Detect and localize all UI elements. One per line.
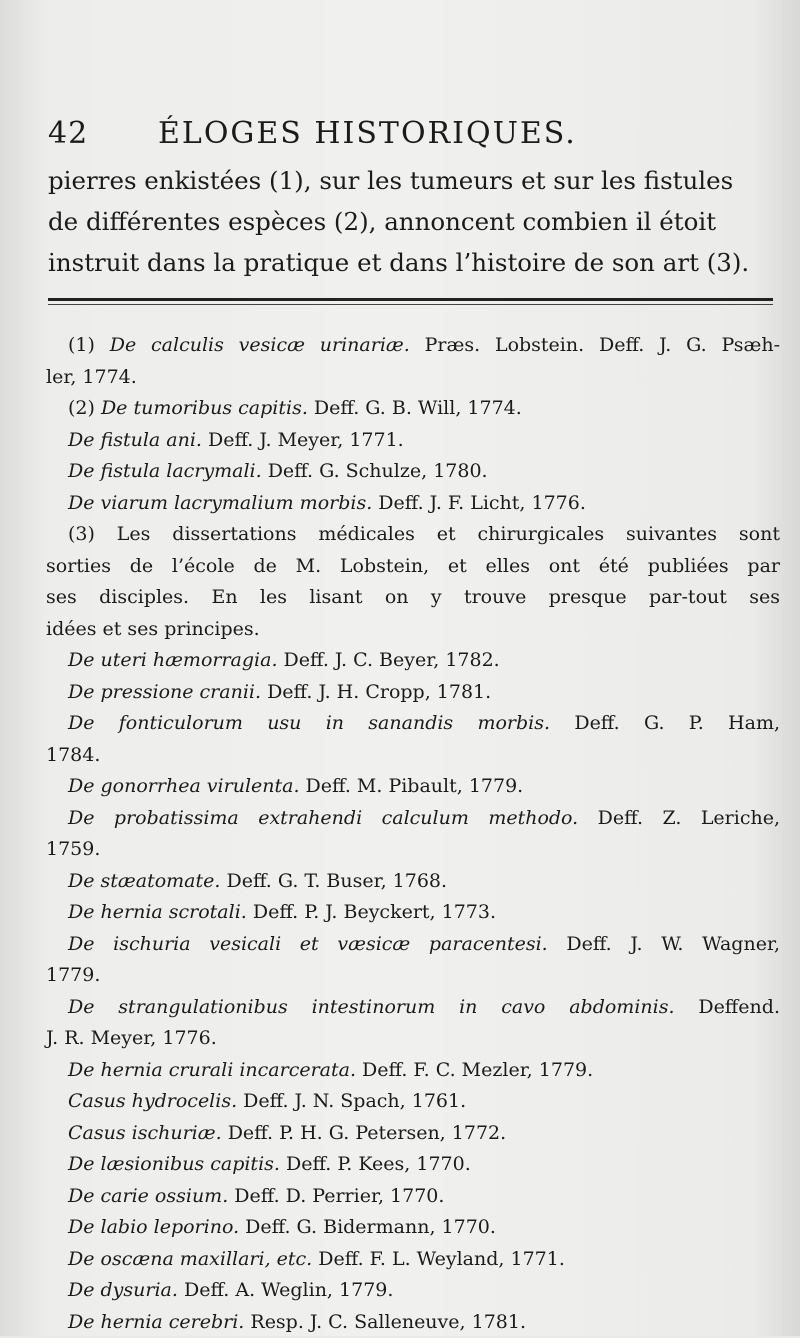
footnote-line [46, 645, 780, 677]
running-header [48, 116, 788, 151]
footnote-line [46, 960, 780, 992]
footnote-line [46, 488, 780, 520]
footnote-text: Deff. J. C. Beyer, 1782. [277, 649, 499, 671]
dissertation-title: De hernia crurali incarcerata. [68, 1059, 356, 1081]
footnote-line [46, 614, 780, 646]
footnote-line [46, 1275, 780, 1307]
footnote-text: 1779. [46, 964, 100, 986]
footnote-text: Deff. J. N. Spach, 1761. [237, 1090, 466, 1112]
body-line: pierres enkistées (1), sur les tumeurs et sur les fistules [48, 160, 778, 201]
dissertation-title: Casus ischuriæ. [68, 1122, 222, 1144]
page-title: ÉLOGES HISTORIQUES. [158, 116, 577, 151]
dissertation-title: Casus hydrocelis. [68, 1090, 237, 1112]
footnote-line [46, 834, 780, 866]
page-number: 42 [48, 116, 158, 151]
dissertation-title: De fonticulorum usu in sanandis morbis. [68, 712, 550, 734]
dissertation-title: De pressione cranii. [68, 681, 261, 703]
footnote-marker: (3) [68, 523, 117, 545]
footnote-text: ses disciples. En les lisant on y trouve presque par-tout ses [46, 586, 780, 608]
footnote-text: Les dissertations médicales et chirurgicales suivantes sont [117, 523, 780, 545]
body-line: instruit dans la pratique et dans l’histoire de son art (3). [48, 242, 778, 283]
dissertation-title: De labio leporino. [68, 1216, 239, 1238]
footnote-text: Deff. P. H. G. Petersen, 1772. [222, 1122, 507, 1144]
footnote-line [46, 456, 780, 488]
footnote-text: Deffend. [675, 996, 781, 1018]
dissertation-title: De ischuria vesicali et væsicæ paracentesi. [68, 933, 548, 955]
footnote-text: Deff. A. Weglin, 1779. [178, 1279, 393, 1301]
footnote-text: Deff. J. H. Cropp, 1781. [261, 681, 491, 703]
footnote-line [46, 362, 780, 394]
dissertation-title: De dysuria. [68, 1279, 178, 1301]
footnote-line [46, 771, 780, 803]
footnote-line [46, 1181, 780, 1213]
footnote-line [46, 519, 780, 551]
footnote-marker: (2) [68, 397, 101, 419]
dissertation-title: De tumoribus capitis. [101, 397, 308, 419]
footnote-line [46, 740, 780, 772]
footnote-line [46, 582, 780, 614]
footnote-line [46, 677, 780, 709]
footnote-text: Deff. G. P. Ham, [550, 712, 780, 734]
footnote-text: ler, 1774. [46, 366, 137, 388]
footnote-text: Deff. G. B. Will, 1774. [308, 397, 522, 419]
footnote-text: Deff. D. Perrier, 1770. [228, 1185, 444, 1207]
footnote-line [46, 1149, 780, 1181]
footnote-line [46, 330, 780, 362]
footnote-text: Deff. J. F. Licht, 1776. [372, 492, 586, 514]
footnote-line [46, 708, 780, 740]
footnote-line [46, 992, 780, 1024]
footnote-line [46, 1023, 780, 1055]
footnote-text: Deff. M. Pibault, 1779. [300, 775, 524, 797]
footnotes [46, 330, 780, 1338]
footnote-line [46, 393, 780, 425]
footnote-line [46, 1055, 780, 1087]
dissertation-title: De hernia cerebri. [68, 1311, 244, 1333]
footnote-divider-thin [48, 304, 773, 305]
footnote-line [46, 1086, 780, 1118]
dissertation-title: De carie ossium. [68, 1185, 228, 1207]
footnote-text: Deff. G. T. Buser, 1768. [220, 870, 447, 892]
footnote-text: sorties de l’école de M. Lobstein, et elles ont été publiées par [46, 555, 780, 577]
footnote-text: Deff. J. Meyer, 1771. [202, 429, 404, 451]
dissertation-title: De probatissima extrahendi calculum methodo. [68, 807, 578, 829]
footnote-text: idées et ses principes. [46, 618, 260, 640]
dissertation-title: De stæatomate. [68, 870, 220, 892]
footnote-line [46, 1212, 780, 1244]
dissertation-title: De fistula ani. [68, 429, 202, 451]
footnote-text: Resp. J. C. Salleneuve, 1781. [244, 1311, 526, 1333]
dissertation-title: De gonorrhea virulenta. [68, 775, 300, 797]
footnote-line [46, 897, 780, 929]
dissertation-title: De oscæna maxillari, etc. [68, 1248, 312, 1270]
footnote-text: Deff. F. C. Mezler, 1779. [356, 1059, 593, 1081]
footnote-text: 1784. [46, 744, 100, 766]
footnote-text: J. R. Meyer, 1776. [46, 1027, 217, 1049]
dissertation-title: De viarum lacrymalium morbis. [68, 492, 372, 514]
body-line: de différentes espèces (2), annoncent combien il étoit [48, 201, 778, 242]
footnote-line [46, 551, 780, 583]
footnote-line [46, 803, 780, 835]
footnote-line [46, 866, 780, 898]
footnote-line [46, 1118, 780, 1150]
footnote-text: Deff. G. Schulze, 1780. [262, 460, 488, 482]
dissertation-title: De hernia scrotali. [68, 901, 247, 923]
dissertation-title: De calculis vesicæ urinariæ. [110, 334, 410, 356]
footnote-text: Deff. F. L. Weyland, 1771. [312, 1248, 565, 1270]
footnote-divider [48, 298, 773, 301]
footnote-text: Deff. J. W. Wagner, [548, 933, 780, 955]
dissertation-title: De strangulationibus intestinorum in cavo abdominis. [68, 996, 675, 1018]
footnote-text: Deff. G. Bidermann, 1770. [239, 1216, 496, 1238]
footnote-line [46, 1244, 780, 1276]
dissertation-title: De uteri hæmorragia. [68, 649, 277, 671]
footnote-text: Deff. P. Kees, 1770. [280, 1153, 471, 1175]
footnote-marker: (1) [68, 334, 110, 356]
footnote-text: Deff. P. J. Beyckert, 1773. [247, 901, 496, 923]
footnote-line [46, 425, 780, 457]
footnote-text: Deff. Z. Leriche, [578, 807, 780, 829]
footnote-text: 1759. [46, 838, 100, 860]
footnote-line [46, 929, 780, 961]
dissertation-title: De fistula lacrymali. [68, 460, 262, 482]
body-text [48, 160, 778, 283]
dissertation-title: De læsionibus capitis. [68, 1153, 280, 1175]
footnote-text: Præs. Lobstein. Deff. J. G. Psæh- [410, 334, 780, 356]
footnote-line [46, 1307, 780, 1338]
